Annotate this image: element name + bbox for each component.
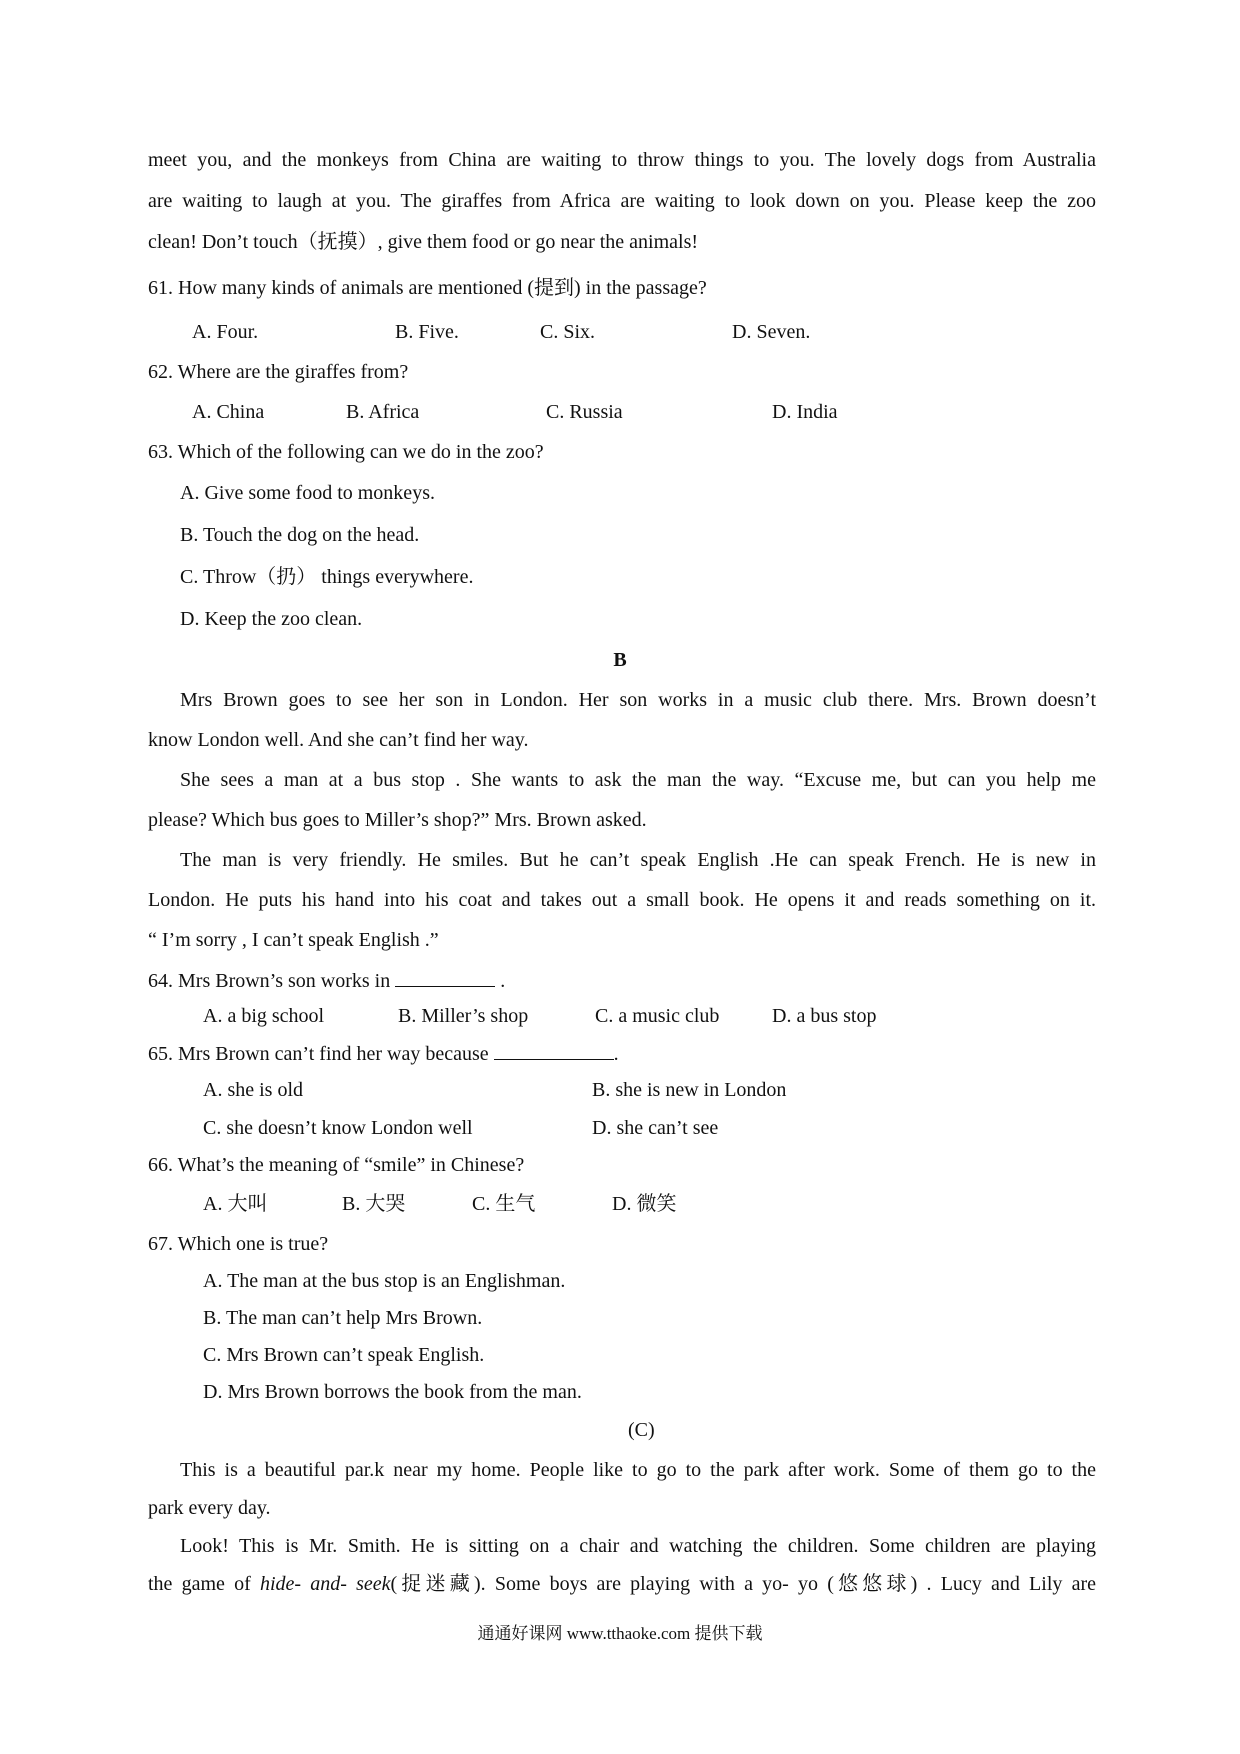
passage-c-line-1: This is a beautiful par.k near my home. People like to go to the park after work. Some of them go to the (180, 1459, 1096, 1481)
question-67-option-b: B. The man can’t help Mrs Brown. (203, 1307, 483, 1329)
question-64-end: . (500, 970, 506, 992)
question-64-stem (148, 968, 505, 993)
passage-b-line-1: Mrs Brown goes to see her son in London. Her son works in a music club there. Mrs. Brown doesn’t (180, 689, 1096, 711)
question-65-option-c: C. she doesn’t know London well (203, 1117, 473, 1139)
passage-b-line-3: She sees a man at a bus stop . She wants to ask the man the way. “Excuse me, but can you help me (180, 769, 1096, 791)
question-64-option-a: A. a big school (203, 1005, 325, 1027)
question-63-stem: 63. Which of the following can we do in the zoo? (148, 441, 544, 463)
passage-a-line-1: meet you, and the monkeys from China are waiting to throw things to you. The lovely dogs from Australia (148, 149, 1096, 171)
question-64-option-b: B. Miller’s shop (398, 1005, 529, 1027)
question-62-option-a: A. China (192, 401, 265, 423)
page-footer: 通通好课网 www.tthaoke.com 提供下载 (477, 1624, 763, 1643)
question-61-option-c: C. Six. (540, 321, 596, 343)
passage-c-line-4 (148, 1572, 1096, 1596)
question-66-option-c: C. 生气 (472, 1193, 536, 1215)
question-61-option-b: B. Five. (395, 321, 459, 343)
question-62-stem: 62. Where are the giraffes from? (148, 361, 409, 383)
question-63-option-c: C. Throw（扔） things everywhere. (180, 566, 474, 588)
passage-c-line-4-before: the game of (148, 1573, 260, 1595)
passage-a-line-3: clean! Don’t touch（抚摸）, give them food or go near the animals! (148, 231, 699, 253)
question-61-option-a: A. Four. (192, 321, 259, 343)
question-66-option-a: A. 大叫 (203, 1193, 268, 1215)
passage-a-line-2: are waiting to laugh at you. The giraffes from Africa are waiting to look down on you. Please keep the zoo (148, 190, 1096, 212)
passage-b-line-7: “ I’m sorry , I can’t speak English .” (148, 929, 439, 951)
passage-b-line-2: know London well. And she can’t find her way. (148, 729, 529, 751)
question-65-option-d: D. she can’t see (592, 1117, 719, 1139)
question-66-option-d: D. 微笑 (612, 1193, 677, 1215)
section-c-heading: (C) (628, 1419, 655, 1441)
question-66-stem: 66. What’s the meaning of “smile” in Chinese? (148, 1154, 525, 1176)
question-62-option-b: B. Africa (346, 401, 420, 423)
question-67-option-c: C. Mrs Brown can’t speak English. (203, 1344, 485, 1366)
question-64-option-d: D. a bus stop (772, 1005, 877, 1027)
answer-blank (494, 1041, 614, 1060)
question-62-option-d: D. India (772, 401, 838, 423)
question-61-stem: 61. How many kinds of animals are mentioned (提到) in the passage? (148, 277, 707, 299)
question-65-option-b: B. she is new in London (592, 1079, 787, 1101)
question-63-option-b: B. Touch the dog on the head. (180, 524, 420, 546)
question-65-stem (148, 1041, 619, 1066)
passage-c-line-2: park every day. (148, 1497, 271, 1519)
question-65-option-a: A. she is old (203, 1079, 303, 1101)
question-63-option-d: D. Keep the zoo clean. (180, 608, 363, 630)
question-64-option-c: C. a music club (595, 1005, 720, 1027)
section-b-heading: B (613, 649, 627, 671)
question-62-option-c: C. Russia (546, 401, 623, 423)
passage-c-line-4-after: (捉迷藏). Some boys are playing with a yo- yo (悠悠球) . Lucy and Lily are (390, 1573, 1096, 1595)
hide-and-seek-term: hide- and- seek (259, 1573, 391, 1595)
passage-c-line-3: Look! This is Mr. Smith. He is sitting on a chair and watching the children. Some children are playing (180, 1535, 1096, 1557)
answer-blank (395, 968, 495, 987)
passage-b-line-6: London. He puts his hand into his coat and takes out a small book. He opens it and reads something on it. (148, 889, 1096, 911)
question-67-stem: 67. Which one is true? (148, 1233, 329, 1255)
question-67-option-d: D. Mrs Brown borrows the book from the man. (203, 1381, 582, 1403)
question-65-text: 65. Mrs Brown can’t find her way because (148, 1043, 489, 1065)
passage-b-line-5: The man is very friendly. He smiles. But he can’t speak English .He can speak French. He is new in (180, 849, 1096, 871)
question-63-option-a: A. Give some food to monkeys. (180, 482, 435, 504)
question-61-option-d: D. Seven. (732, 321, 811, 343)
question-67-option-a: A. The man at the bus stop is an Englishman. (203, 1270, 566, 1292)
question-65-end: . (613, 1043, 619, 1065)
passage-b-line-4: please? Which bus goes to Miller’s shop?” Mrs. Brown asked. (148, 809, 647, 831)
question-66-option-b: B. 大哭 (342, 1193, 406, 1215)
question-64-text: 64. Mrs Brown’s son works in (148, 970, 391, 992)
